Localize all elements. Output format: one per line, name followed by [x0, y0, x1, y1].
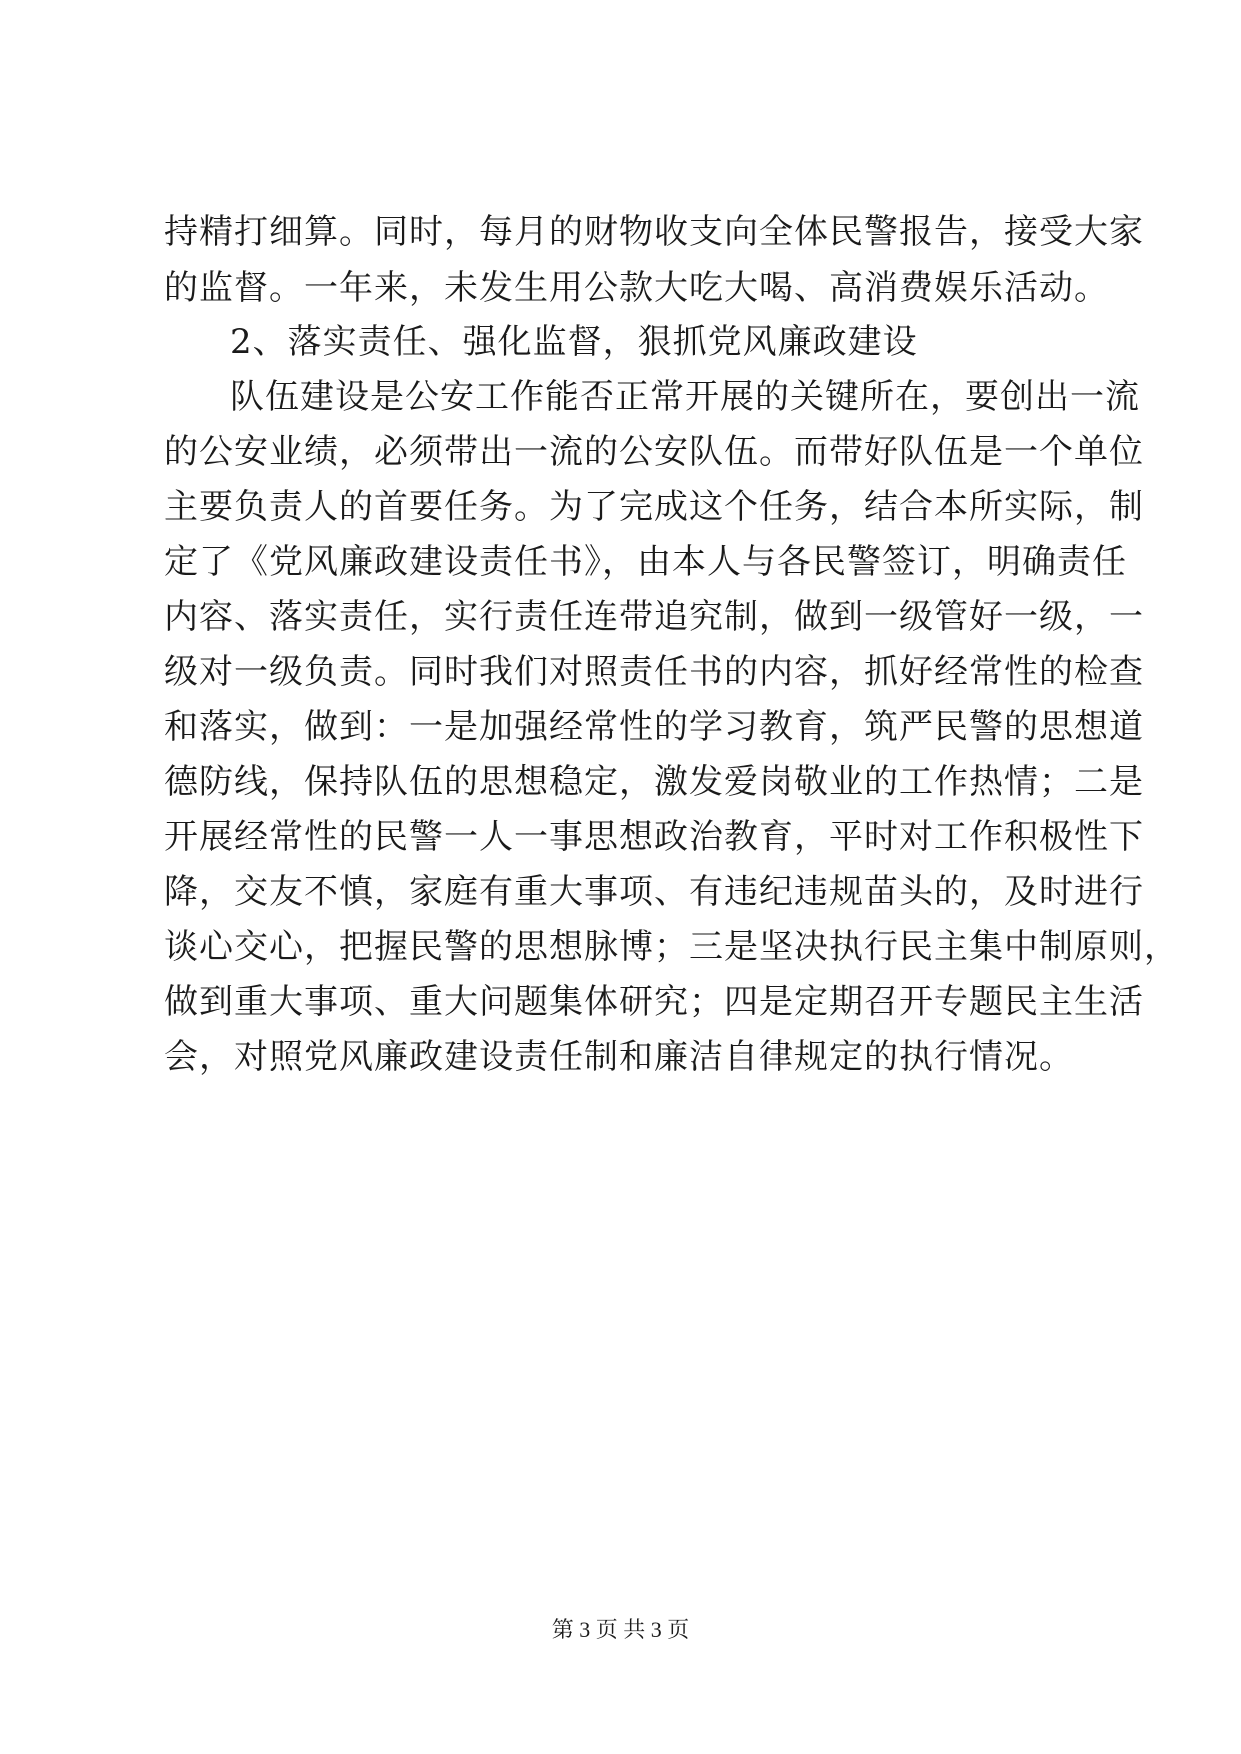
paragraph-line: 开展经常性的民警一人一事思想政治教育，平时对工作积极性下 — [164, 817, 1144, 857]
paragraph-line: 德防线，保持队伍的思想稳定，激发爱岗敬业的工作热情；二是 — [164, 762, 1144, 802]
paragraph-line: 和落实，做到：一是加强经常性的学习教育，筑严民警的思想道 — [164, 707, 1144, 747]
paragraph-line: 级对一级负责。同时我们对照责任书的内容，抓好经常性的检查 — [164, 652, 1144, 692]
paragraph-line: 做到重大事项、重大问题集体研究；四是定期召开专题民主生活 — [164, 982, 1144, 1022]
paragraph-line: 的监督。一年来，未发生用公款大吃大喝、高消费娱乐活动。 — [164, 268, 1109, 308]
paragraph-line: 定了《党风廉政建设责任书》，由本人与各民警签订，明确责任 — [164, 542, 1127, 582]
paragraph-line: 降，交友不慎，家庭有重大事项、有违纪违规苗头的，及时进行 — [164, 872, 1144, 912]
section-heading: 2、落实责任、强化监督，狠抓党风廉政建设 — [230, 322, 918, 362]
paragraph-line: 持精打细算。同时，每月的财物收支向全体民警报告，接受大家 — [164, 212, 1144, 252]
paragraph-line: 的公安业绩，必须带出一流的公安队伍。而带好队伍是一个单位 — [164, 432, 1144, 472]
paragraph-line: 谈心交心，把握民警的思想脉博；三是坚决执行民主集中制原则， — [164, 927, 1179, 967]
paragraph-line: 主要负责人的首要任务。为了完成这个任务，结合本所实际，制 — [164, 487, 1144, 527]
paragraph-line: 会，对照党风廉政建设责任制和廉洁自律规定的执行情况。 — [164, 1037, 1074, 1077]
paragraph-line: 内容、落实责任，实行责任连带追究制，做到一级管好一级，一 — [164, 597, 1144, 637]
paragraph-line: 队伍建设是公安工作能否正常开展的关键所在，要创出一流 — [230, 377, 1140, 417]
page-number-footer: 第 3 页 共 3 页 — [551, 1617, 690, 1642]
